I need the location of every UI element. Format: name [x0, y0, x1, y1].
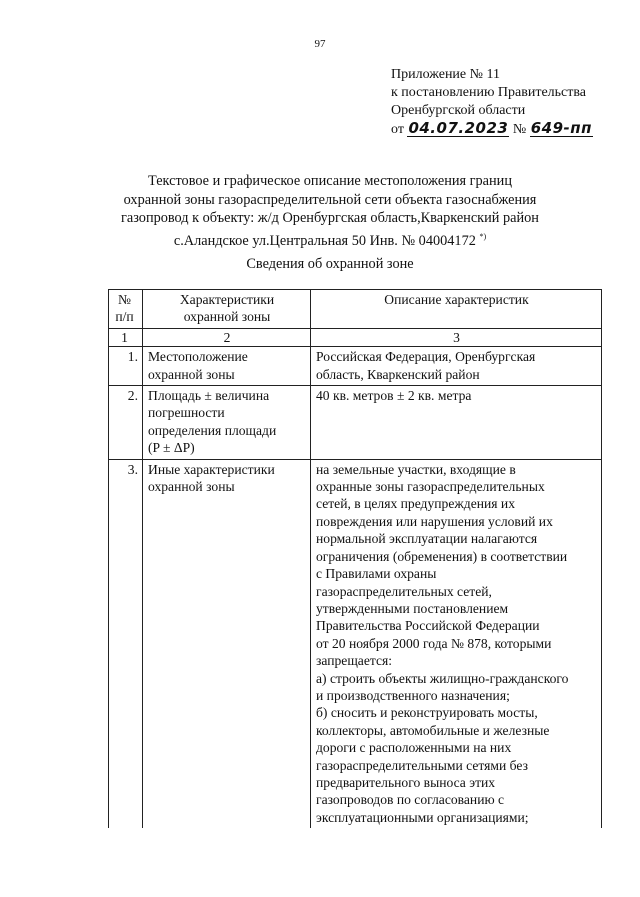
table-row [109, 459, 602, 828]
row-characteristic: Иные характеристики охранной зоны [143, 459, 311, 828]
title-line-4 [60, 228, 600, 250]
header-num: № п/п [109, 290, 143, 329]
row-number: 1. [109, 347, 143, 386]
row-number: 2. [109, 386, 143, 460]
row-description: 40 кв. метров ± 2 кв. метра [311, 386, 602, 460]
footnote-mark: *) [479, 231, 487, 241]
table-row [109, 386, 602, 460]
section-subtitle: Сведения об охранной зоне [246, 256, 414, 272]
appendix-date-line [391, 120, 593, 139]
column-number-2: 2 [143, 328, 311, 346]
title-line-4-text: с.Аландское ул.Центральная 50 Инв. № 04004172 [173, 232, 476, 249]
column-number-3: 3 [311, 328, 602, 346]
document-title [60, 172, 600, 250]
appendix-line-3: Оренбургской области [391, 103, 526, 118]
row-characteristic: Местоположение охранной зоны [143, 347, 311, 386]
appendix-line-2: к постановлению Правительства [391, 85, 587, 100]
table-header-row [109, 290, 602, 329]
appendix-block [391, 66, 593, 139]
number-label: № [512, 122, 527, 137]
title-line-1: Текстовое и графическое описание местоположения границ [148, 173, 512, 189]
page-number: 97 [314, 38, 326, 50]
handwritten-date: 04.07.2023 [408, 119, 509, 137]
row-description: на земельные участки, входящие в охранные зоны газораспределительных сетей, в целях предупреждения их повреждения или нарушения условий их нормальной эксплуатации налагаются ограничения (обременения) в соответствии с Правилами охраны газораспределительных сетей, утвержденными постановлением Правительства Российской Федерации от 20 ноября 2000 года № 878, которыми запрещается: а) строить объекты жилищно-гражданского и производственного назначения; б) сносить и реконструировать мосты, коллекторы, автомобильные и железные дороги с расположенными на них газораспределительными сетями без предварительного выноса этих газопроводов по согласованию с эксплуатационными организациями; [311, 459, 602, 828]
column-number-row [109, 328, 602, 346]
row-characteristic: Площадь ± величина погрешности определения площади (P ± ΔP) [143, 386, 311, 460]
title-line-2: охранной зоны газораспределительной сети объекта газоснабжения [123, 191, 537, 208]
from-label: от [391, 122, 404, 137]
row-number: 3. [109, 459, 143, 828]
zone-info-table [108, 289, 602, 828]
header-characteristics: Характеристики охранной зоны [143, 290, 311, 329]
header-description: Описание характеристик [311, 290, 602, 329]
appendix-line-1: Приложение № 11 [391, 67, 500, 82]
row-description: Российская Федерация, Оренбургская область, Кваркенский район [311, 347, 602, 386]
title-line-3: газопровод к объекту: ж/д Оренбургская область,Кваркенский район [121, 210, 539, 226]
column-number-1: 1 [109, 328, 143, 346]
handwritten-number: 649-пп [530, 119, 592, 137]
table-row [109, 347, 602, 386]
